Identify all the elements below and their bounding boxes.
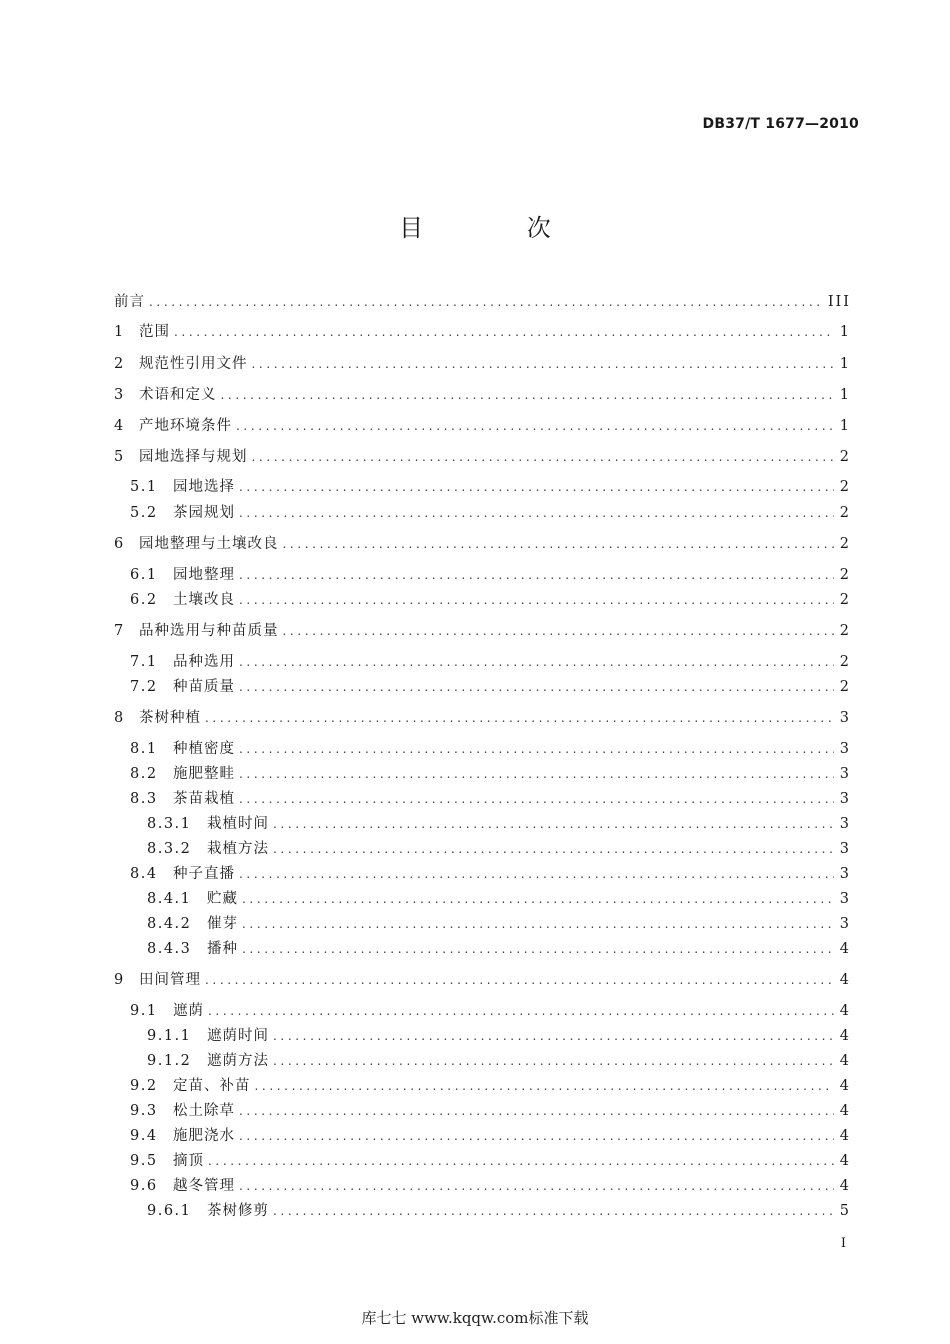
dot-leader bbox=[239, 767, 834, 781]
toc-entry-label: 品种选用与种苗质量 bbox=[139, 623, 279, 639]
toc-entry-page: 3 bbox=[839, 916, 851, 932]
toc-entry-label: 越冬管理 bbox=[173, 1178, 235, 1194]
toc-entry-number: 9.2 bbox=[130, 1078, 158, 1094]
toc-entry-number: 5.1 bbox=[130, 479, 158, 495]
toc-entry-page: 2 bbox=[839, 479, 851, 495]
dot-leader bbox=[273, 1029, 834, 1043]
toc-entry-page: 2 bbox=[839, 623, 851, 639]
toc-entry-number: 7.2 bbox=[130, 679, 158, 695]
toc-entry-label: 品种选用 bbox=[173, 654, 235, 670]
toc-entry-page: 1 bbox=[839, 418, 851, 434]
toc-entry-number: 7.1 bbox=[130, 654, 158, 670]
toc-entry[interactable] bbox=[130, 787, 851, 807]
toc-entry-number: 5 bbox=[114, 449, 125, 465]
dot-leader bbox=[242, 917, 834, 931]
page-title: 目 次 bbox=[399, 214, 599, 242]
dot-leader bbox=[208, 1154, 834, 1168]
toc-entry-page: 4 bbox=[839, 1028, 851, 1044]
toc-entry[interactable] bbox=[147, 837, 851, 857]
toc-entry-label: 术语和定义 bbox=[139, 387, 217, 403]
toc-entry[interactable] bbox=[130, 563, 851, 583]
toc-entry-label: 种植密度 bbox=[173, 741, 235, 757]
dot-leader bbox=[221, 388, 834, 402]
toc-entry-label: 松土除草 bbox=[173, 1103, 235, 1119]
toc-entry-label: 栽植时间 bbox=[207, 816, 269, 832]
toc-entry[interactable] bbox=[147, 912, 851, 932]
toc-entry-number: 8.3 bbox=[130, 791, 158, 807]
toc-entry-label: 催芽 bbox=[207, 916, 238, 932]
toc-entry-page: 4 bbox=[839, 1053, 851, 1069]
dot-leader bbox=[239, 506, 834, 520]
toc-entry-page: 4 bbox=[839, 1103, 851, 1119]
toc-entry-label: 茶苗栽植 bbox=[173, 791, 235, 807]
dot-leader bbox=[236, 419, 834, 433]
toc-entry-label: 摘顶 bbox=[173, 1153, 204, 1169]
toc-entry-number: 8.3.1 bbox=[147, 816, 192, 832]
toc-entry[interactable] bbox=[130, 1149, 851, 1169]
toc-entry-label: 田间管理 bbox=[139, 972, 201, 988]
toc-entry[interactable] bbox=[130, 475, 851, 495]
toc-entry[interactable] bbox=[130, 1099, 851, 1119]
toc-entry-page: 2 bbox=[839, 449, 851, 465]
toc-entry-page: 2 bbox=[839, 679, 851, 695]
dot-leader bbox=[242, 892, 834, 906]
toc-entry-page: 3 bbox=[839, 766, 851, 782]
toc-entry-label: 施肥浇水 bbox=[173, 1128, 235, 1144]
dot-leader bbox=[239, 655, 834, 669]
dot-leader bbox=[273, 817, 834, 831]
toc-entry-page: 4 bbox=[839, 972, 851, 988]
toc-entry[interactable] bbox=[114, 414, 851, 434]
toc-entry-page: 2 bbox=[839, 654, 851, 670]
toc-entry-number: 6.2 bbox=[130, 592, 158, 608]
dot-leader bbox=[239, 593, 834, 607]
toc-entry-number: 9.6 bbox=[130, 1178, 158, 1194]
dot-leader bbox=[205, 973, 834, 987]
toc-entry-page: 3 bbox=[839, 791, 851, 807]
toc-entry-page: 1 bbox=[839, 324, 851, 340]
toc-entry-label: 种苗质量 bbox=[173, 679, 235, 695]
toc-entry-number: 8.2 bbox=[130, 766, 158, 782]
dot-leader bbox=[239, 1179, 834, 1193]
toc-entry-page: 2 bbox=[839, 567, 851, 583]
toc-entry[interactable] bbox=[147, 1024, 851, 1044]
toc-entry-label: 播种 bbox=[207, 941, 238, 957]
dot-leader bbox=[273, 842, 834, 856]
toc-entry[interactable] bbox=[114, 290, 851, 310]
toc-entry-page: 4 bbox=[839, 1078, 851, 1094]
toc-entry-number: 9.3 bbox=[130, 1103, 158, 1119]
toc-entry-page: 4 bbox=[839, 1003, 851, 1019]
toc-entry-label: 土壤改良 bbox=[173, 592, 235, 608]
toc-entry-label: 范围 bbox=[139, 324, 170, 340]
toc-entry-number: 3 bbox=[114, 387, 125, 403]
toc-entry[interactable] bbox=[130, 650, 851, 670]
watermark-text: 库七七 www.kqqw.com标准下载 bbox=[361, 1309, 589, 1327]
dot-leader bbox=[273, 1054, 834, 1068]
toc-entry[interactable] bbox=[130, 501, 851, 521]
toc-entry-number: 8.3.2 bbox=[147, 841, 192, 857]
toc-entry[interactable] bbox=[130, 1074, 851, 1094]
toc-entry-number: 8.1 bbox=[130, 741, 158, 757]
dot-leader bbox=[273, 1204, 834, 1218]
toc-entry-label: 规范性引用文件 bbox=[139, 356, 248, 372]
toc-entry-page: 2 bbox=[839, 592, 851, 608]
toc-entry-label: 施肥整畦 bbox=[173, 766, 235, 782]
toc-entry-label: 遮荫时间 bbox=[207, 1028, 269, 1044]
dot-leader bbox=[239, 568, 834, 582]
dot-leader bbox=[239, 742, 834, 756]
toc-entry-number: 9.5 bbox=[130, 1153, 158, 1169]
toc-entry[interactable] bbox=[147, 887, 851, 907]
toc-entry[interactable] bbox=[130, 737, 851, 757]
dot-leader bbox=[239, 480, 834, 494]
toc-entry-number: 9.6.1 bbox=[147, 1203, 192, 1219]
toc-entry-label: 遮荫 bbox=[173, 1003, 204, 1019]
dot-leader bbox=[149, 295, 822, 309]
toc-entry-number: 9.4 bbox=[130, 1128, 158, 1144]
toc-entry[interactable] bbox=[147, 1049, 851, 1069]
dot-leader bbox=[252, 450, 834, 464]
toc-entry-label: 园地整理与土壤改良 bbox=[139, 536, 279, 552]
toc-entry-page: 3 bbox=[839, 841, 851, 857]
toc-entry-label: 定苗、补苗 bbox=[173, 1078, 251, 1094]
toc-entry-number: 1 bbox=[114, 324, 125, 340]
toc-entry-label: 贮藏 bbox=[207, 891, 238, 907]
standard-code: DB37/T 1677—2010 bbox=[702, 116, 859, 132]
toc-entry[interactable] bbox=[147, 937, 851, 957]
dot-leader bbox=[252, 357, 834, 371]
toc-entry-page: 1 bbox=[839, 387, 851, 403]
toc-entry-number: 9.1 bbox=[130, 1003, 158, 1019]
toc-entry[interactable] bbox=[147, 1199, 851, 1219]
toc-entry-page: 5 bbox=[839, 1203, 851, 1219]
toc-entry-number: 5.2 bbox=[130, 505, 158, 521]
toc-entry[interactable] bbox=[147, 812, 851, 832]
dot-leader bbox=[255, 1079, 834, 1093]
toc-entry-page: 3 bbox=[839, 741, 851, 757]
toc-entry-number: 9 bbox=[114, 972, 125, 988]
toc-entry-number: 6.1 bbox=[130, 567, 158, 583]
dot-leader bbox=[239, 680, 834, 694]
toc-entry[interactable] bbox=[114, 383, 851, 403]
toc-entry-number: 6 bbox=[114, 536, 125, 552]
toc-entry-label: 栽植方法 bbox=[207, 841, 269, 857]
dot-leader bbox=[283, 624, 834, 638]
toc-entry-page: 4 bbox=[839, 1128, 851, 1144]
toc-entry-label: 茶树修剪 bbox=[207, 1203, 269, 1219]
toc-entry-label: 遮荫方法 bbox=[207, 1053, 269, 1069]
dot-leader bbox=[283, 537, 834, 551]
toc-entry-label: 种子直播 bbox=[173, 866, 235, 882]
toc-entry-number: 7 bbox=[114, 623, 125, 639]
page-number: I bbox=[840, 1236, 846, 1251]
toc-entry[interactable] bbox=[130, 1124, 851, 1144]
toc-entry-label: 园地选择 bbox=[173, 479, 235, 495]
toc-entry[interactable] bbox=[114, 352, 851, 372]
toc-entry-label: 园地整理 bbox=[173, 567, 235, 583]
toc-entry-number: 8.4.2 bbox=[147, 916, 192, 932]
dot-leader bbox=[239, 792, 834, 806]
toc-entry[interactable] bbox=[130, 762, 851, 782]
toc-entry-page: 4 bbox=[839, 1153, 851, 1169]
toc-entry-number: 8.4 bbox=[130, 866, 158, 882]
dot-leader bbox=[208, 1004, 834, 1018]
toc-entry-label: 茶园规划 bbox=[173, 505, 235, 521]
toc-entry[interactable] bbox=[114, 706, 851, 726]
toc-entry-page: 3 bbox=[839, 891, 851, 907]
toc-entry[interactable] bbox=[130, 588, 851, 608]
toc-entry-page: 3 bbox=[839, 710, 851, 726]
toc-entry[interactable] bbox=[114, 445, 851, 465]
toc-entry-number: 2 bbox=[114, 356, 125, 372]
toc-entry-label: 茶树种植 bbox=[139, 710, 201, 726]
toc-entry-number: 4 bbox=[114, 418, 125, 434]
toc-entry-page: 2 bbox=[839, 536, 851, 552]
toc-entry-page: 1 bbox=[839, 356, 851, 372]
toc-entry-page: III bbox=[827, 294, 851, 310]
toc-entry-number: 8.4.3 bbox=[147, 941, 192, 957]
toc-entry[interactable] bbox=[130, 1174, 851, 1194]
toc-entry-page: 3 bbox=[839, 866, 851, 882]
toc-entry-label: 前言 bbox=[114, 294, 145, 310]
toc-entry[interactable] bbox=[114, 619, 851, 639]
dot-leader bbox=[174, 325, 834, 339]
dot-leader bbox=[205, 711, 834, 725]
toc-entry-page: 4 bbox=[839, 1178, 851, 1194]
toc-entry-number: 8.4.1 bbox=[147, 891, 192, 907]
toc-entry-label: 产地环境条件 bbox=[139, 418, 232, 434]
toc-entry-page: 4 bbox=[839, 941, 851, 957]
toc-entry[interactable] bbox=[130, 999, 851, 1019]
toc-entry[interactable] bbox=[114, 320, 851, 340]
toc-entry-label: 园地选择与规划 bbox=[139, 449, 248, 465]
toc-entry[interactable] bbox=[114, 532, 851, 552]
toc-entry[interactable] bbox=[130, 862, 851, 882]
toc-entry-number: 9.1.2 bbox=[147, 1053, 192, 1069]
toc-entry[interactable] bbox=[114, 968, 851, 988]
dot-leader bbox=[242, 942, 834, 956]
toc-entry[interactable] bbox=[130, 675, 851, 695]
dot-leader bbox=[239, 1104, 834, 1118]
toc-entry-page: 3 bbox=[839, 816, 851, 832]
toc-entry-page: 2 bbox=[839, 505, 851, 521]
dot-leader bbox=[239, 1129, 834, 1143]
dot-leader bbox=[239, 867, 834, 881]
toc-entry-number: 9.1.1 bbox=[147, 1028, 192, 1044]
toc-entry-number: 8 bbox=[114, 710, 125, 726]
